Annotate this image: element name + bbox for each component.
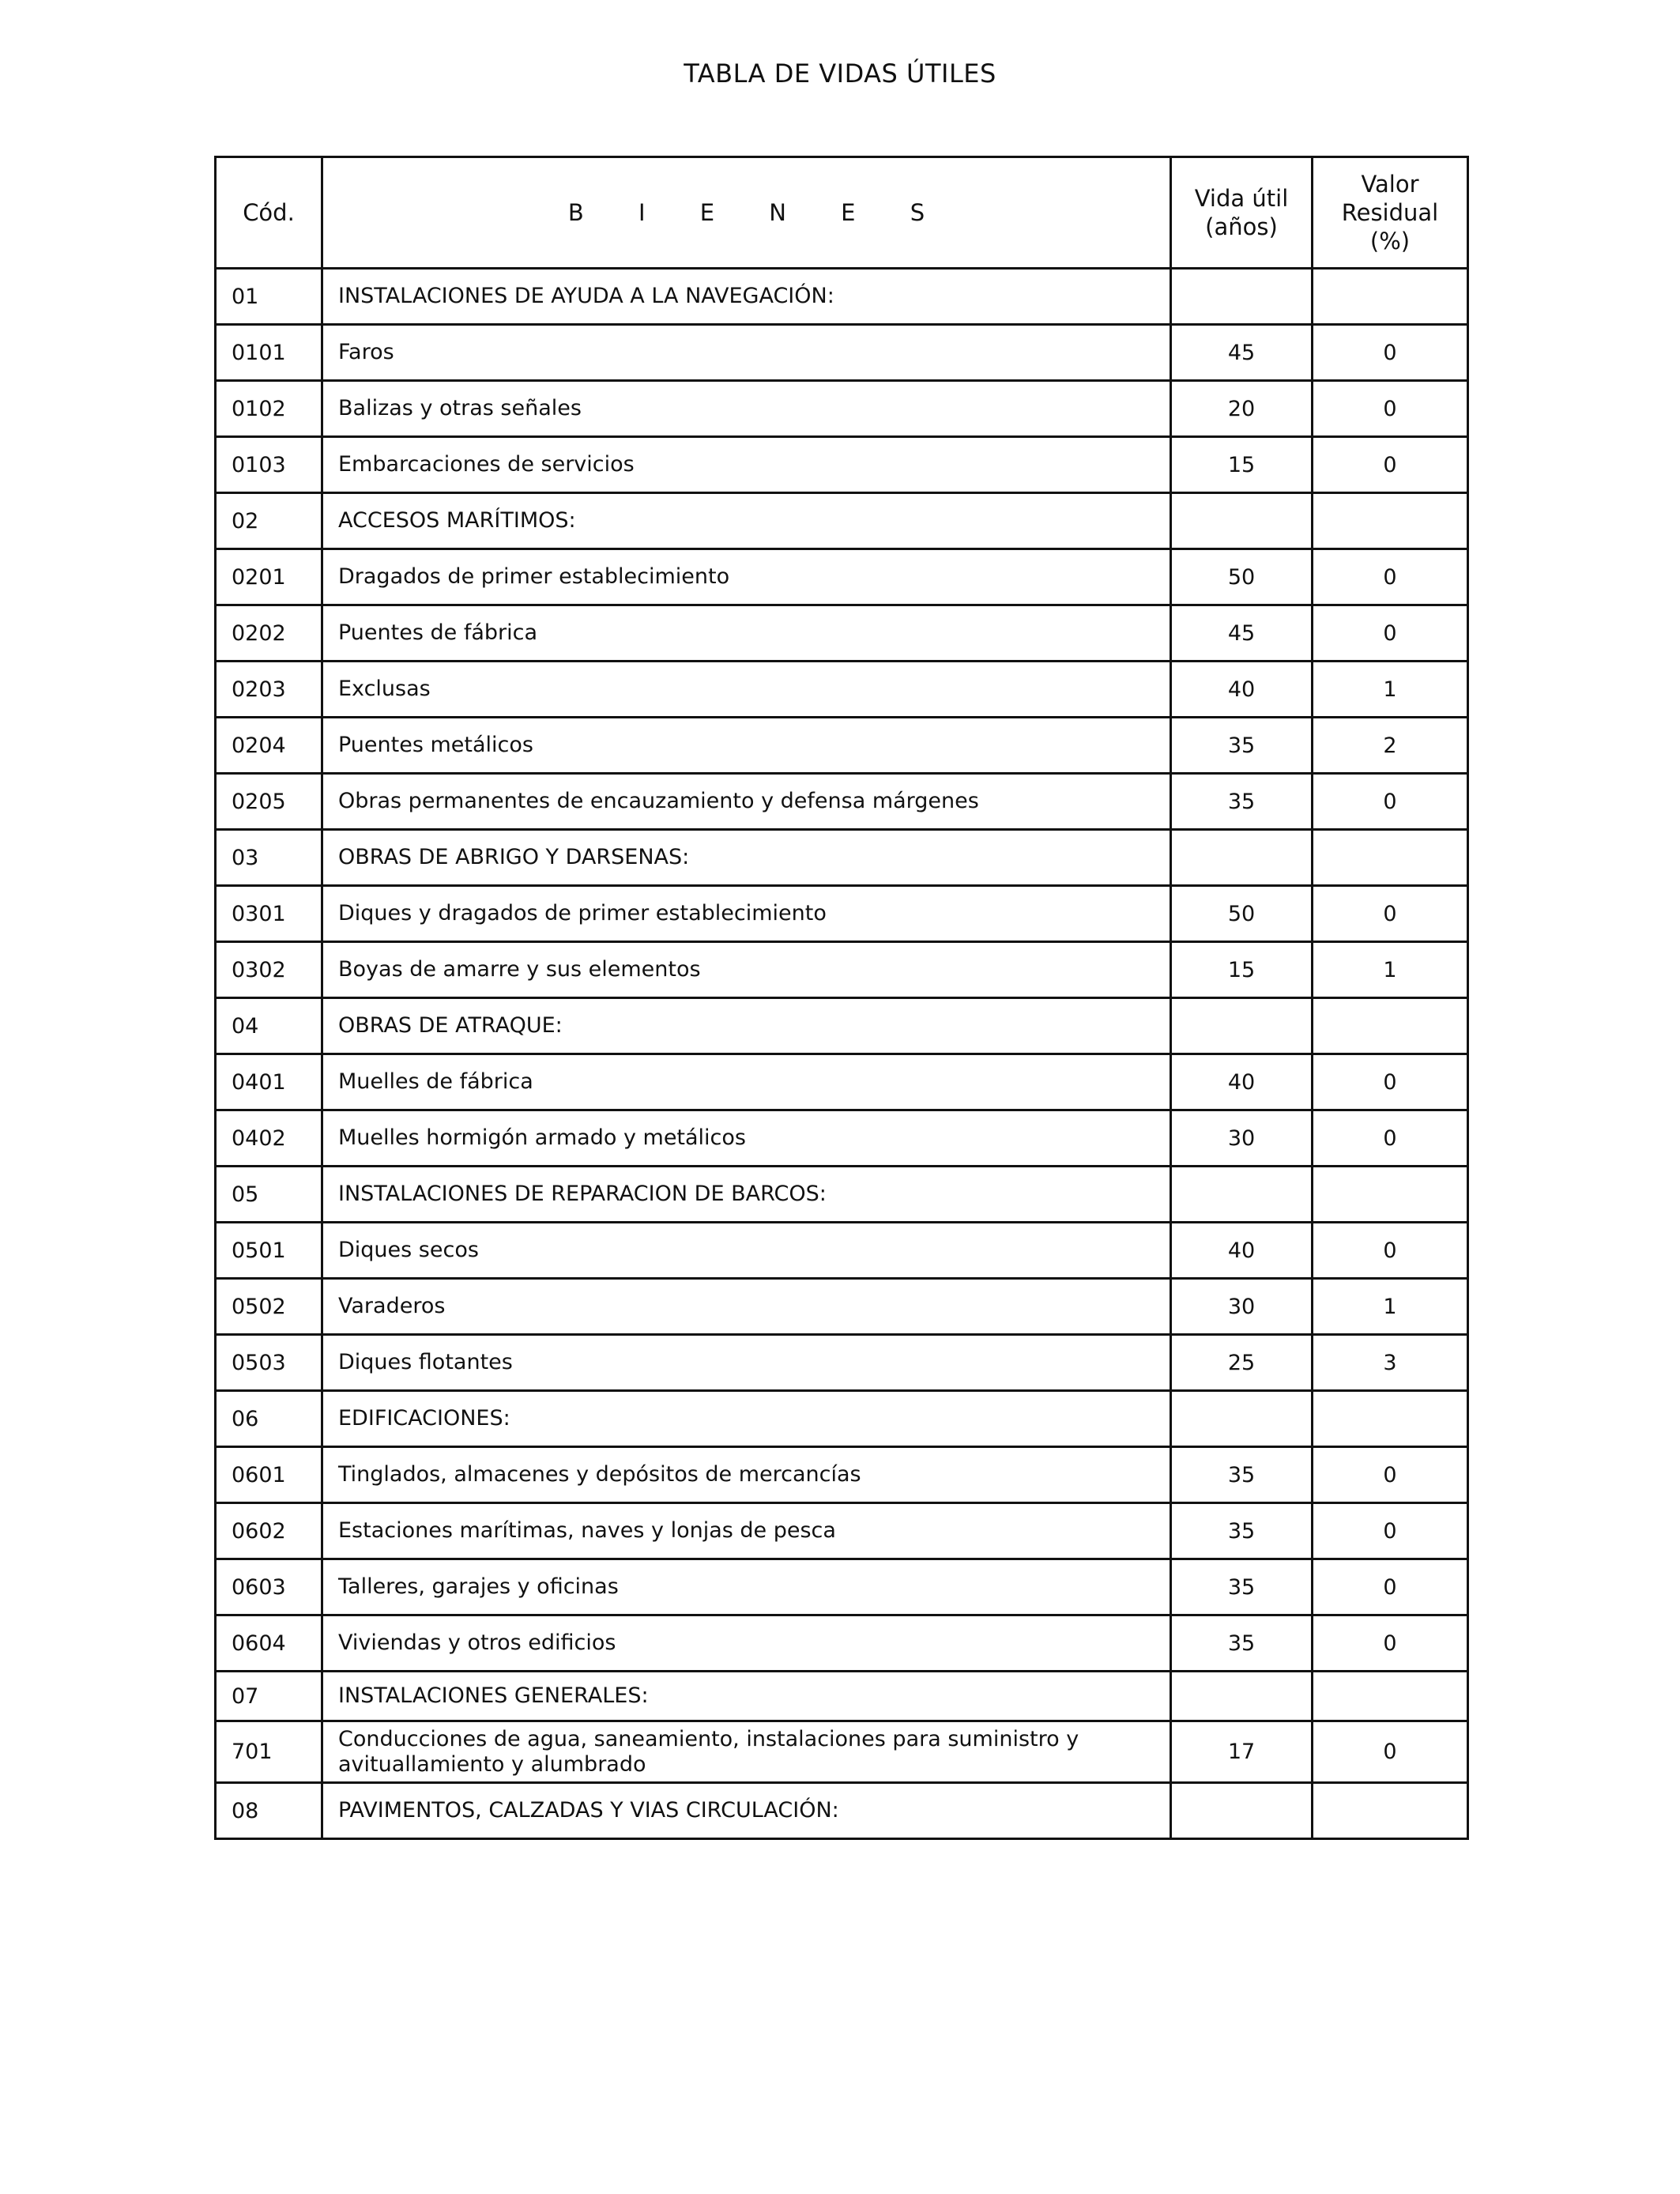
cell-residual-value: 0 bbox=[1313, 381, 1468, 437]
cell-residual-value: 0 bbox=[1313, 1615, 1468, 1672]
cell-useful-life: 40 bbox=[1171, 1223, 1313, 1279]
cell-name: INSTALACIONES DE REPARACION DE BARCOS: bbox=[322, 1167, 1171, 1223]
table-row bbox=[216, 886, 1468, 942]
cell-code: 03 bbox=[216, 830, 322, 886]
cell-name: Boyas de amarre y sus elementos bbox=[322, 942, 1171, 998]
cell-code: 07 bbox=[216, 1672, 322, 1721]
cell-name: EDIFICACIONES: bbox=[322, 1391, 1171, 1447]
cell-name: Balizas y otras señales bbox=[322, 381, 1171, 437]
table-row bbox=[216, 269, 1468, 325]
header-name bbox=[322, 157, 1171, 269]
cell-useful-life: 35 bbox=[1171, 1503, 1313, 1559]
cell-residual-value: 0 bbox=[1313, 325, 1468, 381]
cell-name: OBRAS DE ATRAQUE: bbox=[322, 998, 1171, 1054]
cell-code: 0101 bbox=[216, 325, 322, 381]
cell-name: Diques secos bbox=[322, 1223, 1171, 1279]
cell-name: Muelles de fábrica bbox=[322, 1054, 1171, 1110]
table-row bbox=[216, 1503, 1468, 1559]
cell-residual-value bbox=[1313, 830, 1468, 886]
cell-code: 0501 bbox=[216, 1223, 322, 1279]
cell-code: 0503 bbox=[216, 1335, 322, 1391]
cell-residual-value: 0 bbox=[1313, 437, 1468, 493]
cell-code: 0602 bbox=[216, 1503, 322, 1559]
page-title: TABLA DE VIDAS ÚTILES bbox=[684, 58, 996, 89]
cell-residual-value: 0 bbox=[1313, 605, 1468, 662]
table-row bbox=[216, 718, 1468, 774]
cell-code: 0604 bbox=[216, 1615, 322, 1672]
table-row bbox=[216, 1223, 1468, 1279]
cell-residual-value: 0 bbox=[1313, 1503, 1468, 1559]
table-row bbox=[216, 662, 1468, 718]
table-row bbox=[216, 1672, 1468, 1721]
header-code-label: Cód. bbox=[243, 199, 295, 226]
cell-name: INSTALACIONES DE AYUDA A LA NAVEGACIÓN: bbox=[322, 269, 1171, 325]
header-useful-life-line1: Vida útil bbox=[1194, 185, 1289, 212]
cell-code: 06 bbox=[216, 1391, 322, 1447]
cell-residual-value bbox=[1313, 998, 1468, 1054]
cell-useful-life bbox=[1171, 269, 1313, 325]
cell-residual-value: 1 bbox=[1313, 662, 1468, 718]
cell-residual-value: 0 bbox=[1313, 774, 1468, 830]
cell-code: 0203 bbox=[216, 662, 322, 718]
cell-residual-value: 0 bbox=[1313, 1721, 1468, 1783]
cell-code: 0301 bbox=[216, 886, 322, 942]
cell-name: PAVIMENTOS, CALZADAS Y VIAS CIRCULACIÓN: bbox=[322, 1783, 1171, 1839]
cell-residual-value: 0 bbox=[1313, 886, 1468, 942]
table-row bbox=[216, 774, 1468, 830]
cell-name: Muelles hormigón armado y metálicos bbox=[322, 1110, 1171, 1167]
cell-residual-value bbox=[1313, 1167, 1468, 1223]
cell-useful-life: 35 bbox=[1171, 1615, 1313, 1672]
header-useful-life-line2: (años) bbox=[1205, 213, 1278, 240]
cell-useful-life: 30 bbox=[1171, 1110, 1313, 1167]
cell-residual-value: 2 bbox=[1313, 718, 1468, 774]
cell-code: 05 bbox=[216, 1167, 322, 1223]
cell-code: 0603 bbox=[216, 1559, 322, 1615]
table-row bbox=[216, 1279, 1468, 1335]
table-body bbox=[216, 269, 1468, 1839]
table-row bbox=[216, 325, 1468, 381]
cell-name: Diques flotantes bbox=[322, 1335, 1171, 1391]
cell-useful-life: 30 bbox=[1171, 1279, 1313, 1335]
table-row bbox=[216, 942, 1468, 998]
table-row bbox=[216, 381, 1468, 437]
cell-code: 0205 bbox=[216, 774, 322, 830]
cell-name: ACCESOS MARÍTIMOS: bbox=[322, 493, 1171, 549]
cell-residual-value bbox=[1313, 269, 1468, 325]
cell-name: Estaciones marítimas, naves y lonjas de pesca bbox=[322, 1503, 1171, 1559]
useful-life-table bbox=[214, 156, 1469, 1840]
cell-code: 701 bbox=[216, 1721, 322, 1783]
cell-code: 0502 bbox=[216, 1279, 322, 1335]
header-residual-value bbox=[1313, 157, 1468, 269]
cell-code: 0204 bbox=[216, 718, 322, 774]
cell-name: Puentes metálicos bbox=[322, 718, 1171, 774]
cell-useful-life: 15 bbox=[1171, 437, 1313, 493]
table-row bbox=[216, 1054, 1468, 1110]
table-row bbox=[216, 1615, 1468, 1672]
cell-useful-life: 40 bbox=[1171, 1054, 1313, 1110]
cell-name: INSTALACIONES GENERALES: bbox=[322, 1672, 1171, 1721]
cell-code: 0601 bbox=[216, 1447, 322, 1503]
cell-code: 02 bbox=[216, 493, 322, 549]
cell-residual-value: 1 bbox=[1313, 942, 1468, 998]
cell-useful-life bbox=[1171, 1672, 1313, 1721]
table-row bbox=[216, 1721, 1468, 1783]
cell-name: Conducciones de agua, saneamiento, instalaciones para suministro y avituallamiento y alumbrado bbox=[322, 1721, 1171, 1783]
cell-name: Tinglados, almacenes y depósitos de mercancías bbox=[322, 1447, 1171, 1503]
cell-useful-life bbox=[1171, 1783, 1313, 1839]
cell-useful-life bbox=[1171, 830, 1313, 886]
cell-useful-life: 15 bbox=[1171, 942, 1313, 998]
cell-residual-value: 0 bbox=[1313, 1447, 1468, 1503]
cell-useful-life: 17 bbox=[1171, 1721, 1313, 1783]
cell-name: Talleres, garajes y oficinas bbox=[322, 1559, 1171, 1615]
table-row bbox=[216, 830, 1468, 886]
header-name-label: B I E N E S bbox=[567, 199, 949, 226]
cell-useful-life bbox=[1171, 493, 1313, 549]
header-residual-line3: (%) bbox=[1369, 228, 1411, 254]
cell-name: Obras permanentes de encauzamiento y defensa márgenes bbox=[322, 774, 1171, 830]
cell-useful-life bbox=[1171, 1391, 1313, 1447]
cell-code: 0103 bbox=[216, 437, 322, 493]
cell-useful-life: 35 bbox=[1171, 774, 1313, 830]
cell-useful-life: 35 bbox=[1171, 718, 1313, 774]
table-row bbox=[216, 1110, 1468, 1167]
header-residual-line1: Valor bbox=[1361, 171, 1419, 198]
cell-useful-life: 40 bbox=[1171, 662, 1313, 718]
header-useful-life bbox=[1171, 157, 1313, 269]
table-row bbox=[216, 1447, 1468, 1503]
cell-residual-value: 0 bbox=[1313, 1110, 1468, 1167]
table-row bbox=[216, 998, 1468, 1054]
table-row bbox=[216, 1783, 1468, 1839]
cell-code: 08 bbox=[216, 1783, 322, 1839]
cell-useful-life bbox=[1171, 998, 1313, 1054]
cell-name: Faros bbox=[322, 325, 1171, 381]
table-row bbox=[216, 1391, 1468, 1447]
table-row bbox=[216, 1559, 1468, 1615]
cell-name: Exclusas bbox=[322, 662, 1171, 718]
cell-residual-value bbox=[1313, 1391, 1468, 1447]
cell-code: 0201 bbox=[216, 549, 322, 605]
table-header-row bbox=[216, 157, 1468, 269]
cell-residual-value: 1 bbox=[1313, 1279, 1468, 1335]
cell-name: Embarcaciones de servicios bbox=[322, 437, 1171, 493]
cell-useful-life: 35 bbox=[1171, 1559, 1313, 1615]
cell-useful-life: 45 bbox=[1171, 325, 1313, 381]
cell-residual-value: 0 bbox=[1313, 1559, 1468, 1615]
cell-useful-life bbox=[1171, 1167, 1313, 1223]
cell-residual-value bbox=[1313, 1672, 1468, 1721]
cell-residual-value: 3 bbox=[1313, 1335, 1468, 1391]
cell-residual-value: 0 bbox=[1313, 549, 1468, 605]
cell-name: Varaderos bbox=[322, 1279, 1171, 1335]
cell-useful-life: 45 bbox=[1171, 605, 1313, 662]
cell-code: 0401 bbox=[216, 1054, 322, 1110]
table-row bbox=[216, 605, 1468, 662]
cell-name: Puentes de fábrica bbox=[322, 605, 1171, 662]
cell-useful-life: 50 bbox=[1171, 886, 1313, 942]
table-row bbox=[216, 1335, 1468, 1391]
header-residual-line2: Residual bbox=[1341, 199, 1439, 226]
cell-code: 0102 bbox=[216, 381, 322, 437]
cell-residual-value: 0 bbox=[1313, 1223, 1468, 1279]
cell-useful-life: 35 bbox=[1171, 1447, 1313, 1503]
cell-name: Diques y dragados de primer establecimiento bbox=[322, 886, 1171, 942]
cell-residual-value: 0 bbox=[1313, 1054, 1468, 1110]
header-code bbox=[216, 157, 322, 269]
cell-useful-life: 20 bbox=[1171, 381, 1313, 437]
cell-useful-life: 50 bbox=[1171, 549, 1313, 605]
cell-residual-value bbox=[1313, 493, 1468, 549]
cell-code: 0402 bbox=[216, 1110, 322, 1167]
table-row bbox=[216, 493, 1468, 549]
table-row bbox=[216, 437, 1468, 493]
cell-code: 0202 bbox=[216, 605, 322, 662]
table-row bbox=[216, 1167, 1468, 1223]
cell-name: Viviendas y otros edificios bbox=[322, 1615, 1171, 1672]
cell-code: 01 bbox=[216, 269, 322, 325]
cell-code: 0302 bbox=[216, 942, 322, 998]
cell-code: 04 bbox=[216, 998, 322, 1054]
cell-useful-life: 25 bbox=[1171, 1335, 1313, 1391]
cell-name: OBRAS DE ABRIGO Y DARSENAS: bbox=[322, 830, 1171, 886]
cell-residual-value bbox=[1313, 1783, 1468, 1839]
table-row bbox=[216, 549, 1468, 605]
cell-name: Dragados de primer establecimiento bbox=[322, 549, 1171, 605]
